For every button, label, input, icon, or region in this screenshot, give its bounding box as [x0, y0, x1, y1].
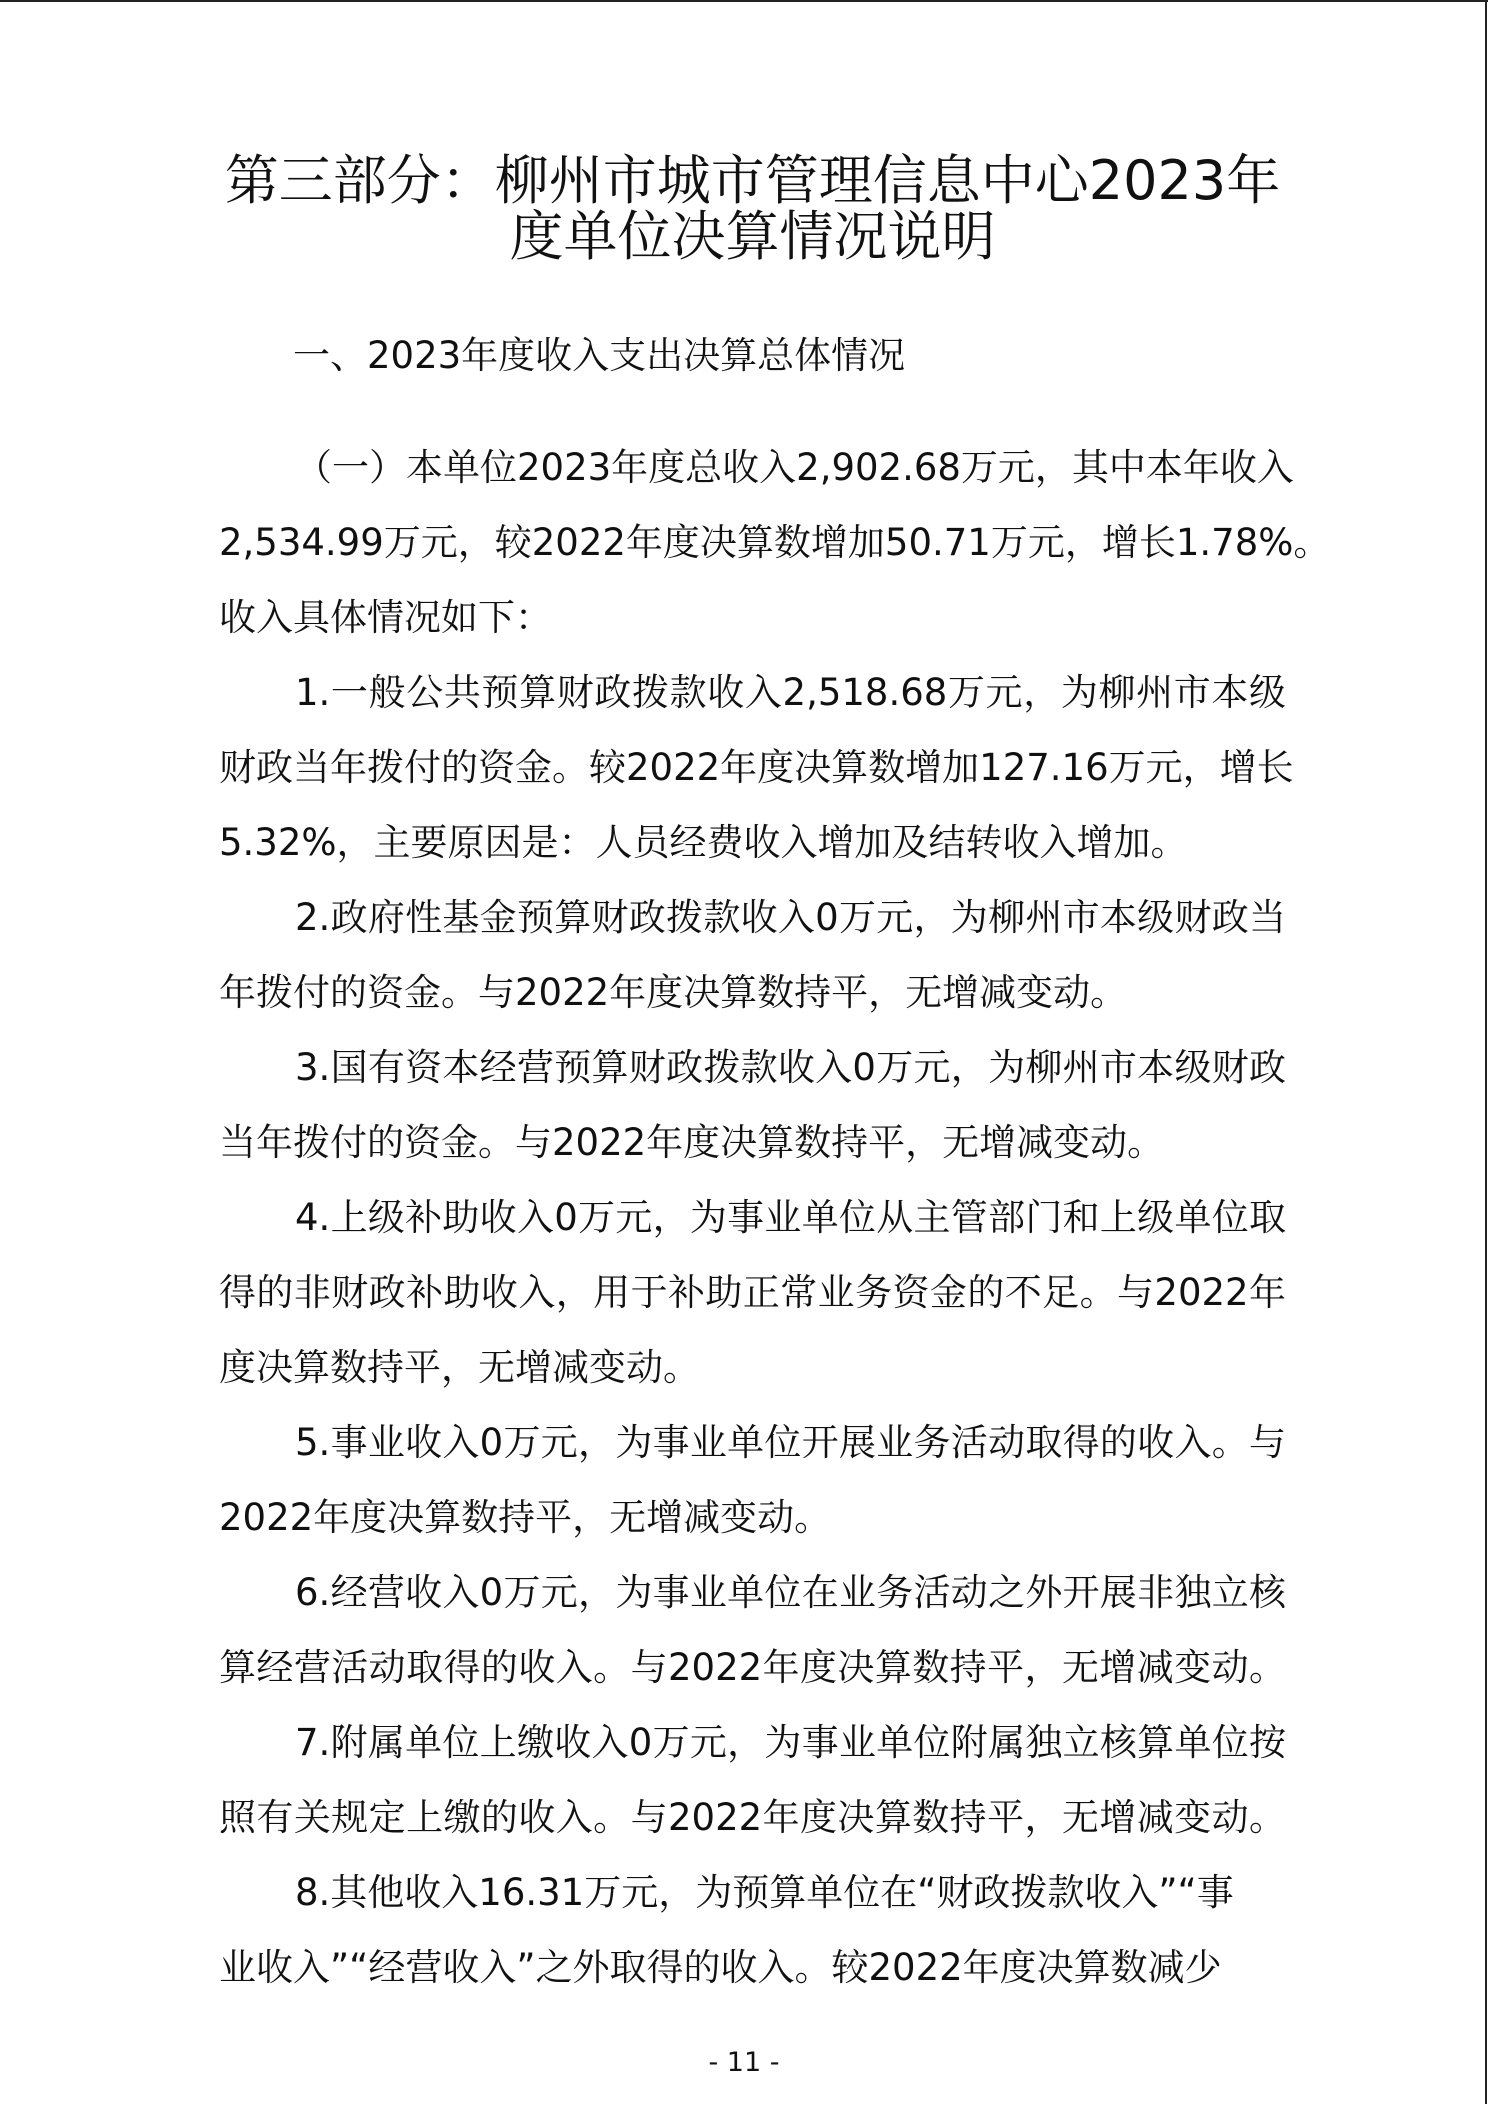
body-line: 算经营活动取得的收入。与2022年度决算数持平，无增减变动。	[219, 1646, 1286, 1689]
body-line: 2.政府性基金预算财政拨款收入0万元，为柳州市本级财政当	[295, 896, 1286, 939]
body-text	[219, 430, 1331, 2005]
body-line: 3.国有资本经营预算财政拨款收入0万元，为柳州市本级财政	[295, 1046, 1286, 1089]
page-title-line: 度单位决算情况说明	[509, 205, 996, 268]
body-line: 7.附属单位上缴收入0万元，为事业单位附属独立核算单位按	[295, 1721, 1286, 1764]
body-line: 2,534.99万元，较2022年度决算数增加50.71万元，增长1.78%。	[219, 521, 1331, 564]
body-line: 5.事业收入0万元，为事业单位开展业务活动取得的收入。与	[295, 1421, 1286, 1464]
body-line: 当年拨付的资金。与2022年度决算数持平，无增减变动。	[219, 1121, 1165, 1164]
page-number: - 11 -	[708, 2047, 780, 2078]
body-line: （一）本单位2023年度总收入2,902.68万元，其中本年收入	[295, 446, 1294, 489]
body-line: 5.32%，主要原因是：人员经费收入增加及结转收入增加。	[219, 821, 1188, 864]
body-line: 得的非财政补助收入，用于补助正常业务资金的不足。与2022年	[219, 1271, 1286, 1314]
page-border-top	[0, 0, 1488, 2]
page-title-line: 第三部分：柳州市城市管理信息中心2023年	[224, 149, 1281, 212]
body-line: 度决算数持平，无增减变动。	[219, 1346, 700, 1389]
body-line: 业收入”“经营收入”之外取得的收入。较2022年度决算数减少	[219, 1946, 1222, 1989]
page-border-right	[1485, 0, 1487, 2104]
section-heading: 一、2023年度收入支出决算总体情况	[293, 334, 906, 377]
body-line: 2022年度决算数持平，无增减变动。	[219, 1496, 832, 1539]
page-title	[219, 149, 1286, 268]
body-line: 1.一般公共预算财政拨款收入2,518.68万元，为柳州市本级	[295, 671, 1286, 714]
body-line: 照有关规定上缴的收入。与2022年度决算数持平，无增减变动。	[219, 1796, 1286, 1839]
body-line: 年拨付的资金。与2022年度决算数持平，无增减变动。	[219, 971, 1128, 1014]
body-line: 4.上级补助收入0万元，为事业单位从主管部门和上级单位取	[295, 1196, 1286, 1239]
body-line: 财政当年拨付的资金。较2022年度决算数增加127.16万元，增长	[219, 746, 1294, 789]
body-line: 收入具体情况如下：	[219, 596, 552, 639]
body-line: 6.经营收入0万元，为事业单位在业务活动之外开展非独立核	[295, 1571, 1286, 1614]
body-line: 8.其他收入16.31万元，为预算单位在“财政拨款收入”“事	[295, 1871, 1234, 1914]
